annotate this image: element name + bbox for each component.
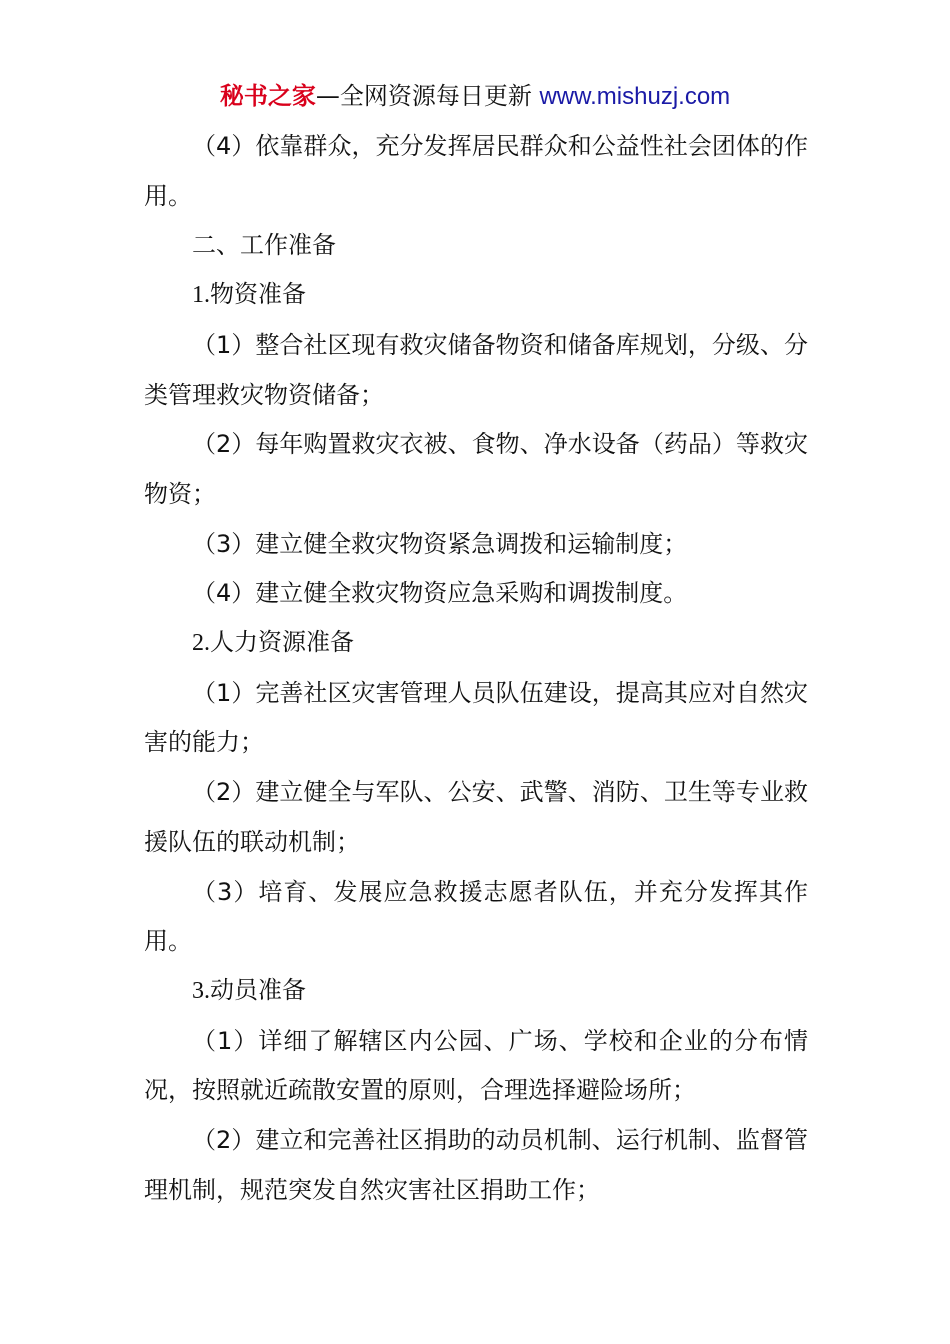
site-header — [0, 78, 950, 115]
paragraph-human-2: （2）建立健全与军队、公安、武警、消防、卫生等专业救援队伍的联动机制； — [144, 778, 808, 856]
brand-name: 秘书之家 — [219, 82, 316, 110]
document-body — [144, 122, 808, 1215]
paragraph-item-4-reliance-on-masses: （4）依靠群众，充分发挥居民群众和公益性社会团体的作用。 — [144, 132, 808, 210]
subsection-heading-human-resources: 2.人力资源准备 — [192, 630, 354, 657]
paragraph-material-2: （2）每年购置救灾衣被、食物、净水设备（药品）等救灾物资； — [144, 430, 808, 508]
paragraph-mobilization-1: （1）详细了解辖区内公园、广场、学校和企业的分布情况，按照就近疏散安置的原则，合理选择避险场所； — [144, 1026, 808, 1105]
subsection-heading-material-preparation: 1.物资准备 — [192, 282, 306, 309]
paragraph-human-1: （1）完善社区灾害管理人员队伍建设，提高其应对自然灾害的能力； — [144, 678, 808, 757]
header-slogan: —全网资源每日更新 — [315, 82, 540, 110]
site-url-link[interactable]: www.mishuzj.com — [539, 83, 731, 110]
paragraph-human-3: （3）培育、发展应急救援志愿者队伍，并充分发挥其作用。 — [144, 877, 808, 956]
paragraph-material-4: （4）建立健全救灾物资应急采购和调拨制度。 — [192, 579, 688, 608]
paragraph-mobilization-2: （2）建立和完善社区捐助的动员机制、运行机制、监督管理机制，规范突发自然灾害社区捐助工作； — [144, 1126, 808, 1204]
paragraph-material-1: （1）整合社区现有救灾储备物资和储备库规划，分级、分类管理救灾物资储备； — [144, 330, 808, 409]
paragraph-material-3: （3）建立健全救灾物资紧急调拨和运输制度； — [192, 529, 688, 558]
subsection-heading-mobilization: 3.动员准备 — [192, 977, 306, 1004]
section-heading-work-preparation: 二、工作准备 — [192, 231, 336, 260]
